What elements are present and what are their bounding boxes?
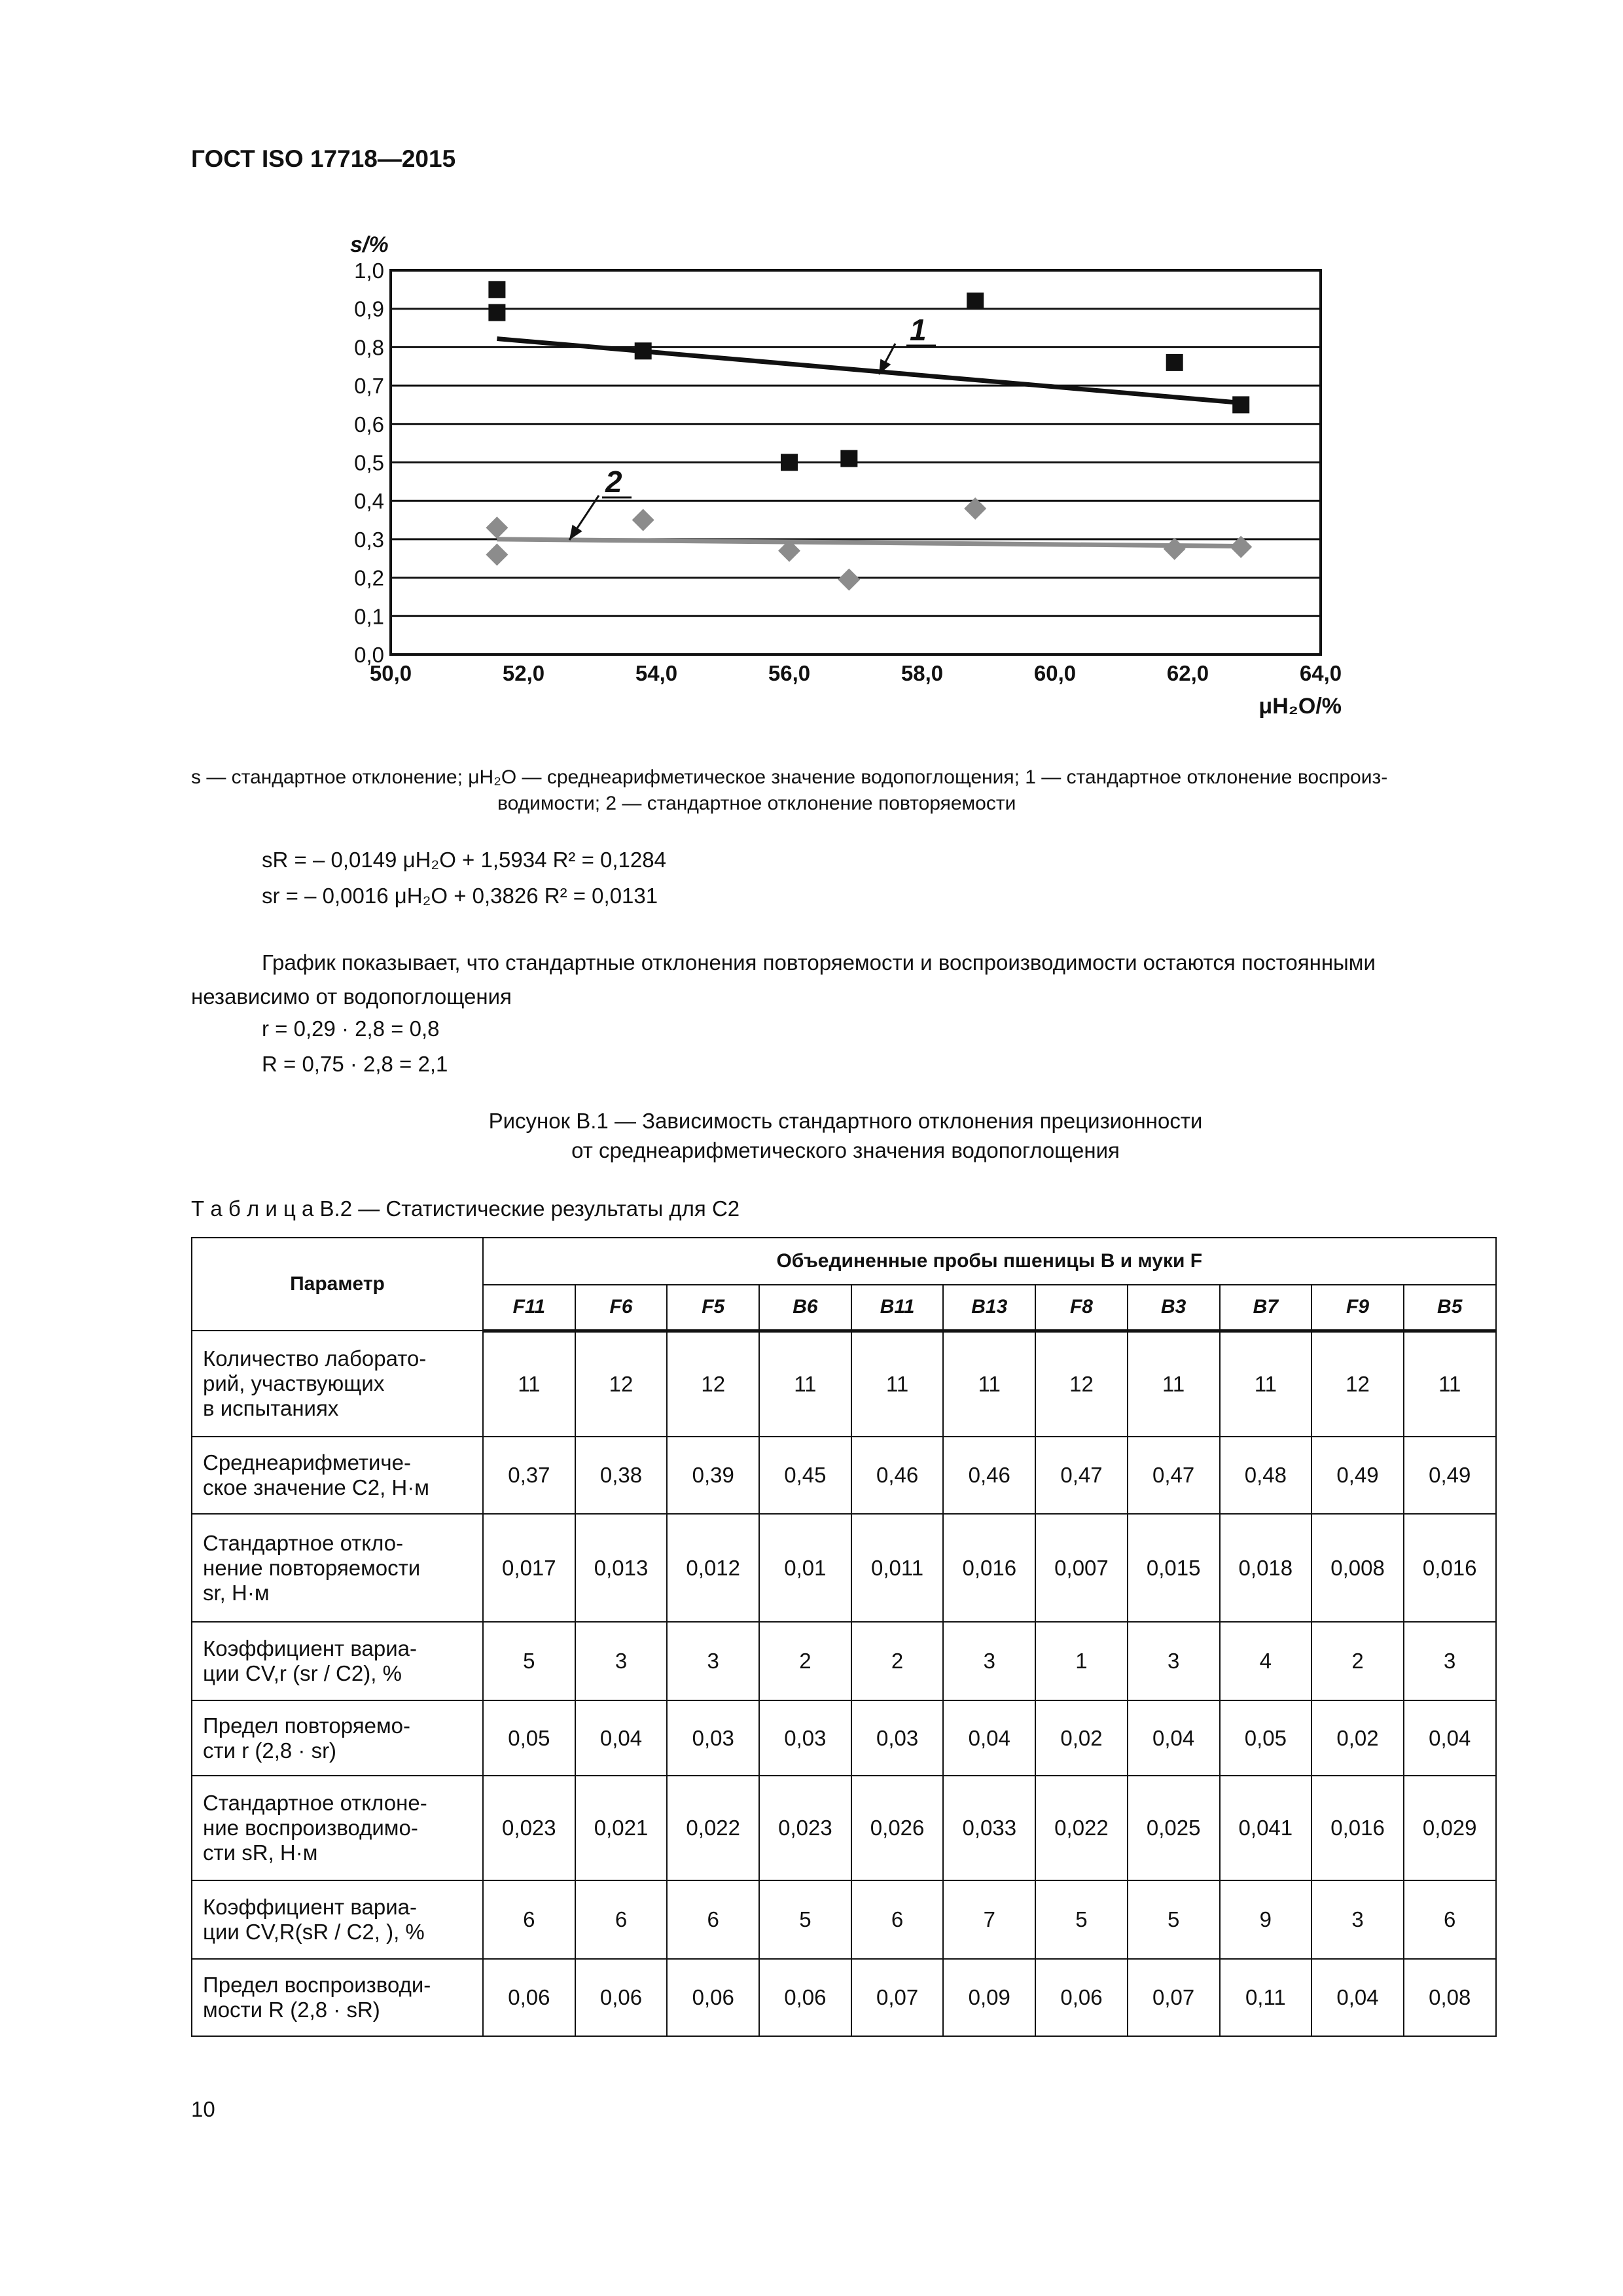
annotation-label: 2: [605, 465, 622, 499]
table-cell: 0,023: [483, 1776, 575, 1880]
table-row: [192, 1880, 1496, 1959]
row-label: Стандартное откло- нение повторяемости sr, Н·м: [192, 1514, 483, 1622]
chart-legend-line2: водимости; 2 — стандартное отклонение повторяемости: [497, 793, 1016, 814]
arrow-head: [569, 525, 582, 540]
table-cell: 3: [1404, 1622, 1496, 1700]
data-point-diamond: [1164, 538, 1186, 560]
table-cell: 11: [1404, 1331, 1496, 1437]
body-paragraph: График показывает, что стандартные отклонения повторяемости и воспроизводимости остаются постоянными независимо от водопоглощения: [191, 950, 1376, 1009]
table-cell: 0,012: [667, 1514, 759, 1622]
table-cell: 0,48: [1220, 1437, 1312, 1514]
table-cell: 11: [943, 1331, 1035, 1437]
table-cell: 11: [483, 1331, 575, 1437]
y-tick-label: 0,1: [354, 604, 384, 629]
table-row: [192, 1776, 1496, 1880]
table-cell: 0,016: [1311, 1776, 1404, 1880]
table-cell: 0,023: [759, 1776, 851, 1880]
table-cell: 0,09: [943, 1959, 1035, 2036]
table-cell: 0,03: [851, 1700, 944, 1776]
table-cell: 2: [1311, 1622, 1404, 1700]
data-point-diamond: [838, 569, 860, 591]
y-tick-label: 0,5: [354, 450, 384, 475]
param-header: Параметр: [192, 1238, 483, 1331]
x-tick-label: 60,0: [1033, 661, 1077, 685]
table-cell: 0,05: [1220, 1700, 1312, 1776]
table-cell: 0,013: [575, 1514, 668, 1622]
data-point-diamond: [632, 509, 654, 531]
table-cell: 0,08: [1404, 1959, 1496, 2036]
table-cell: 3: [575, 1622, 668, 1700]
table-cell: 1: [1035, 1622, 1128, 1700]
column-header: B13: [943, 1285, 1035, 1331]
table-cell: 0,47: [1035, 1437, 1128, 1514]
table-cell: 0,47: [1128, 1437, 1220, 1514]
row-label: Среднеарифметиче- ское значение C2, Н·м: [192, 1437, 483, 1514]
table-cell: 6: [851, 1880, 944, 1959]
column-header: B7: [1220, 1285, 1312, 1331]
table-cell: 0,016: [943, 1514, 1035, 1622]
table-title: Т а б л и ц а В.2 — Статистические результаты для С2: [191, 1196, 740, 1221]
group-header: Объединенные пробы пшеницы B и муки F: [483, 1238, 1496, 1285]
table-cell: 5: [483, 1622, 575, 1700]
table-cell: 0,11: [1220, 1959, 1312, 2036]
data-point-square: [488, 281, 505, 298]
column-header: B3: [1128, 1285, 1220, 1331]
document-header: ГОСТ ISO 17718—2015: [191, 145, 456, 172]
table-cell: 0,49: [1404, 1437, 1496, 1514]
annotation-label: 1: [910, 313, 927, 347]
table-cell: 0,025: [1128, 1776, 1220, 1880]
column-header: B11: [851, 1285, 944, 1331]
y-tick-label: 0,2: [354, 565, 384, 590]
table-cell: 0,06: [575, 1959, 668, 2036]
table-cell: 3: [667, 1622, 759, 1700]
x-tick-label: 54,0: [635, 661, 678, 685]
row-label: Коэффициент вариа- ции CV,R(sR / C2, ), %: [192, 1880, 483, 1959]
table-cell: 0,02: [1035, 1700, 1128, 1776]
row-label: Предел воспроизводи- мости R (2,8 · sR): [192, 1959, 483, 2036]
table-cell: 0,04: [1128, 1700, 1220, 1776]
y-tick-label: 0,3: [354, 527, 384, 552]
x-tick-label: 62,0: [1166, 661, 1209, 685]
equation-sr: sr = – 0,0016 μH₂O + 0,3826 R² = 0,0131: [262, 884, 658, 908]
figure-caption-line1: Рисунок В.1 — Зависимость стандартного отклонения прецизионности: [488, 1109, 1203, 1133]
data-point-diamond: [486, 543, 508, 565]
table-cell: 12: [1311, 1331, 1404, 1437]
row-label: Коэффициент вариа- ции CV,r (sr / C2), %: [192, 1622, 483, 1700]
table-cell: 3: [1311, 1880, 1404, 1959]
page-number: 10: [191, 2097, 215, 2121]
table-cell: 0,46: [851, 1437, 944, 1514]
data-point-diamond: [486, 516, 508, 539]
y-tick-label: 0,8: [354, 335, 384, 360]
table-cell: 2: [851, 1622, 944, 1700]
precision-chart: [0, 0, 1623, 759]
y-tick-label: 1,0: [354, 259, 384, 283]
data-point-square: [1166, 354, 1183, 371]
column-header: F8: [1035, 1285, 1128, 1331]
table-cell: 2: [759, 1622, 851, 1700]
table-cell: 0,015: [1128, 1514, 1220, 1622]
table-row: [192, 1622, 1496, 1700]
table-cell: 0,021: [575, 1776, 668, 1880]
table-cell: 5: [1035, 1880, 1128, 1959]
table-cell: 0,011: [851, 1514, 944, 1622]
table-cell: 0,38: [575, 1437, 668, 1514]
table-cell: 6: [483, 1880, 575, 1959]
table-cell: 3: [1128, 1622, 1220, 1700]
table-cell: 5: [759, 1880, 851, 1959]
row-label: Предел повторяемо- сти r (2,8 · sr): [192, 1700, 483, 1776]
y-tick-label: 0,7: [354, 374, 384, 399]
data-point-square: [1232, 396, 1249, 413]
table-cell: 0,06: [759, 1959, 851, 2036]
table-cell: 0,03: [759, 1700, 851, 1776]
data-point-square: [781, 454, 798, 471]
y-tick-label: 0,0: [354, 643, 384, 667]
table-cell: 0,37: [483, 1437, 575, 1514]
column-header: B5: [1404, 1285, 1496, 1331]
table-cell: 11: [851, 1331, 944, 1437]
table-cell: 9: [1220, 1880, 1312, 1959]
column-header: F11: [483, 1285, 575, 1331]
table-row: [192, 1700, 1496, 1776]
y-tick-label: 0,6: [354, 412, 384, 437]
table-row: [192, 1331, 1496, 1437]
table-cell: 0,04: [943, 1700, 1035, 1776]
table-cell: 4: [1220, 1622, 1312, 1700]
table-row: [192, 1514, 1496, 1622]
table-cell: 0,03: [667, 1700, 759, 1776]
data-point-square: [840, 450, 857, 467]
table-cell: 12: [667, 1331, 759, 1437]
table-cell: 0,04: [575, 1700, 668, 1776]
table-cell: 0,007: [1035, 1514, 1128, 1622]
table-cell: 0,022: [1035, 1776, 1128, 1880]
column-header: F6: [575, 1285, 668, 1331]
x-tick-label: 58,0: [901, 661, 944, 685]
data-point-square: [635, 342, 652, 359]
x-tick-label: 64,0: [1299, 661, 1342, 685]
table-row: [192, 1959, 1496, 2036]
table-cell: 0,041: [1220, 1776, 1312, 1880]
table-cell: 6: [575, 1880, 668, 1959]
chart-trendlines: [497, 338, 1241, 546]
table-cell: 6: [1404, 1880, 1496, 1959]
table-cell: 0,06: [1035, 1959, 1128, 2036]
table-cell: 0,033: [943, 1776, 1035, 1880]
formula-R: R = 0,75 · 2,8 = 2,1: [262, 1052, 448, 1076]
table-cell: 0,018: [1220, 1514, 1312, 1622]
table-cell: 0,017: [483, 1514, 575, 1622]
trendline-series-2: [497, 539, 1241, 547]
column-header: F5: [667, 1285, 759, 1331]
row-label: Стандартное отклоне- ние воспроизводимо- сти sR, Н·м: [192, 1776, 483, 1880]
table-cell: 0,04: [1404, 1700, 1496, 1776]
table-cell: 0,45: [759, 1437, 851, 1514]
table-cell: 5: [1128, 1880, 1220, 1959]
table-cell: 7: [943, 1880, 1035, 1959]
table-cell: 3: [943, 1622, 1035, 1700]
table-cell: 0,016: [1404, 1514, 1496, 1622]
y-tick-label: 0,4: [354, 489, 384, 514]
table-cell: 12: [575, 1331, 668, 1437]
x-tick-label: 52,0: [502, 661, 545, 685]
data-point-square: [488, 304, 505, 321]
table-cell: 0,02: [1311, 1700, 1404, 1776]
table-cell: 12: [1035, 1331, 1128, 1437]
trendline-series-1: [497, 338, 1241, 403]
table-cell: 0,022: [667, 1776, 759, 1880]
x-tick-label: 56,0: [768, 661, 811, 685]
y-axis-label: s/%: [350, 232, 389, 257]
equation-sR: sR = – 0,0149 μH₂O + 1,5934 R² = 0,1284: [262, 848, 666, 872]
table-cell: 0,029: [1404, 1776, 1496, 1880]
x-tick-label: 50,0: [369, 661, 412, 685]
statistics-table: [191, 1237, 1497, 2037]
table-cell: 11: [759, 1331, 851, 1437]
table-cell: 0,07: [851, 1959, 944, 2036]
y-tick-label: 0,9: [354, 296, 384, 321]
chart-legend-line1: s — стандартное отклонение; μH₂O — среднеарифметическое значение водопоглощения; 1 — стандартное отклонение воспроиз-: [191, 766, 1388, 788]
table-cell: 0,06: [667, 1959, 759, 2036]
table-cell: 0,39: [667, 1437, 759, 1514]
figure-caption-line2: от среднеарифметического значения водопоглощения: [571, 1138, 1120, 1162]
table-cell: 0,46: [943, 1437, 1035, 1514]
table-row: [192, 1437, 1496, 1514]
table-cell: 0,05: [483, 1700, 575, 1776]
table-cell: 0,04: [1311, 1959, 1404, 2036]
x-axis-label: μH₂O/%: [1258, 694, 1342, 719]
table-cell: 0,008: [1311, 1514, 1404, 1622]
table-cell: 0,06: [483, 1959, 575, 2036]
table-cell: 0,01: [759, 1514, 851, 1622]
table-cell: 0,49: [1311, 1437, 1404, 1514]
table-cell: 0,026: [851, 1776, 944, 1880]
row-label: Количество лаборато- рий, участвующих в испытаниях: [192, 1331, 483, 1437]
table-cell: 0,07: [1128, 1959, 1220, 2036]
data-point-square: [967, 293, 984, 310]
table-cell: 11: [1220, 1331, 1312, 1437]
column-header: B6: [759, 1285, 851, 1331]
table-cell: 6: [667, 1880, 759, 1959]
table-cell: 11: [1128, 1331, 1220, 1437]
column-header: F9: [1311, 1285, 1404, 1331]
formula-r: r = 0,29 · 2,8 = 0,8: [262, 1016, 440, 1041]
